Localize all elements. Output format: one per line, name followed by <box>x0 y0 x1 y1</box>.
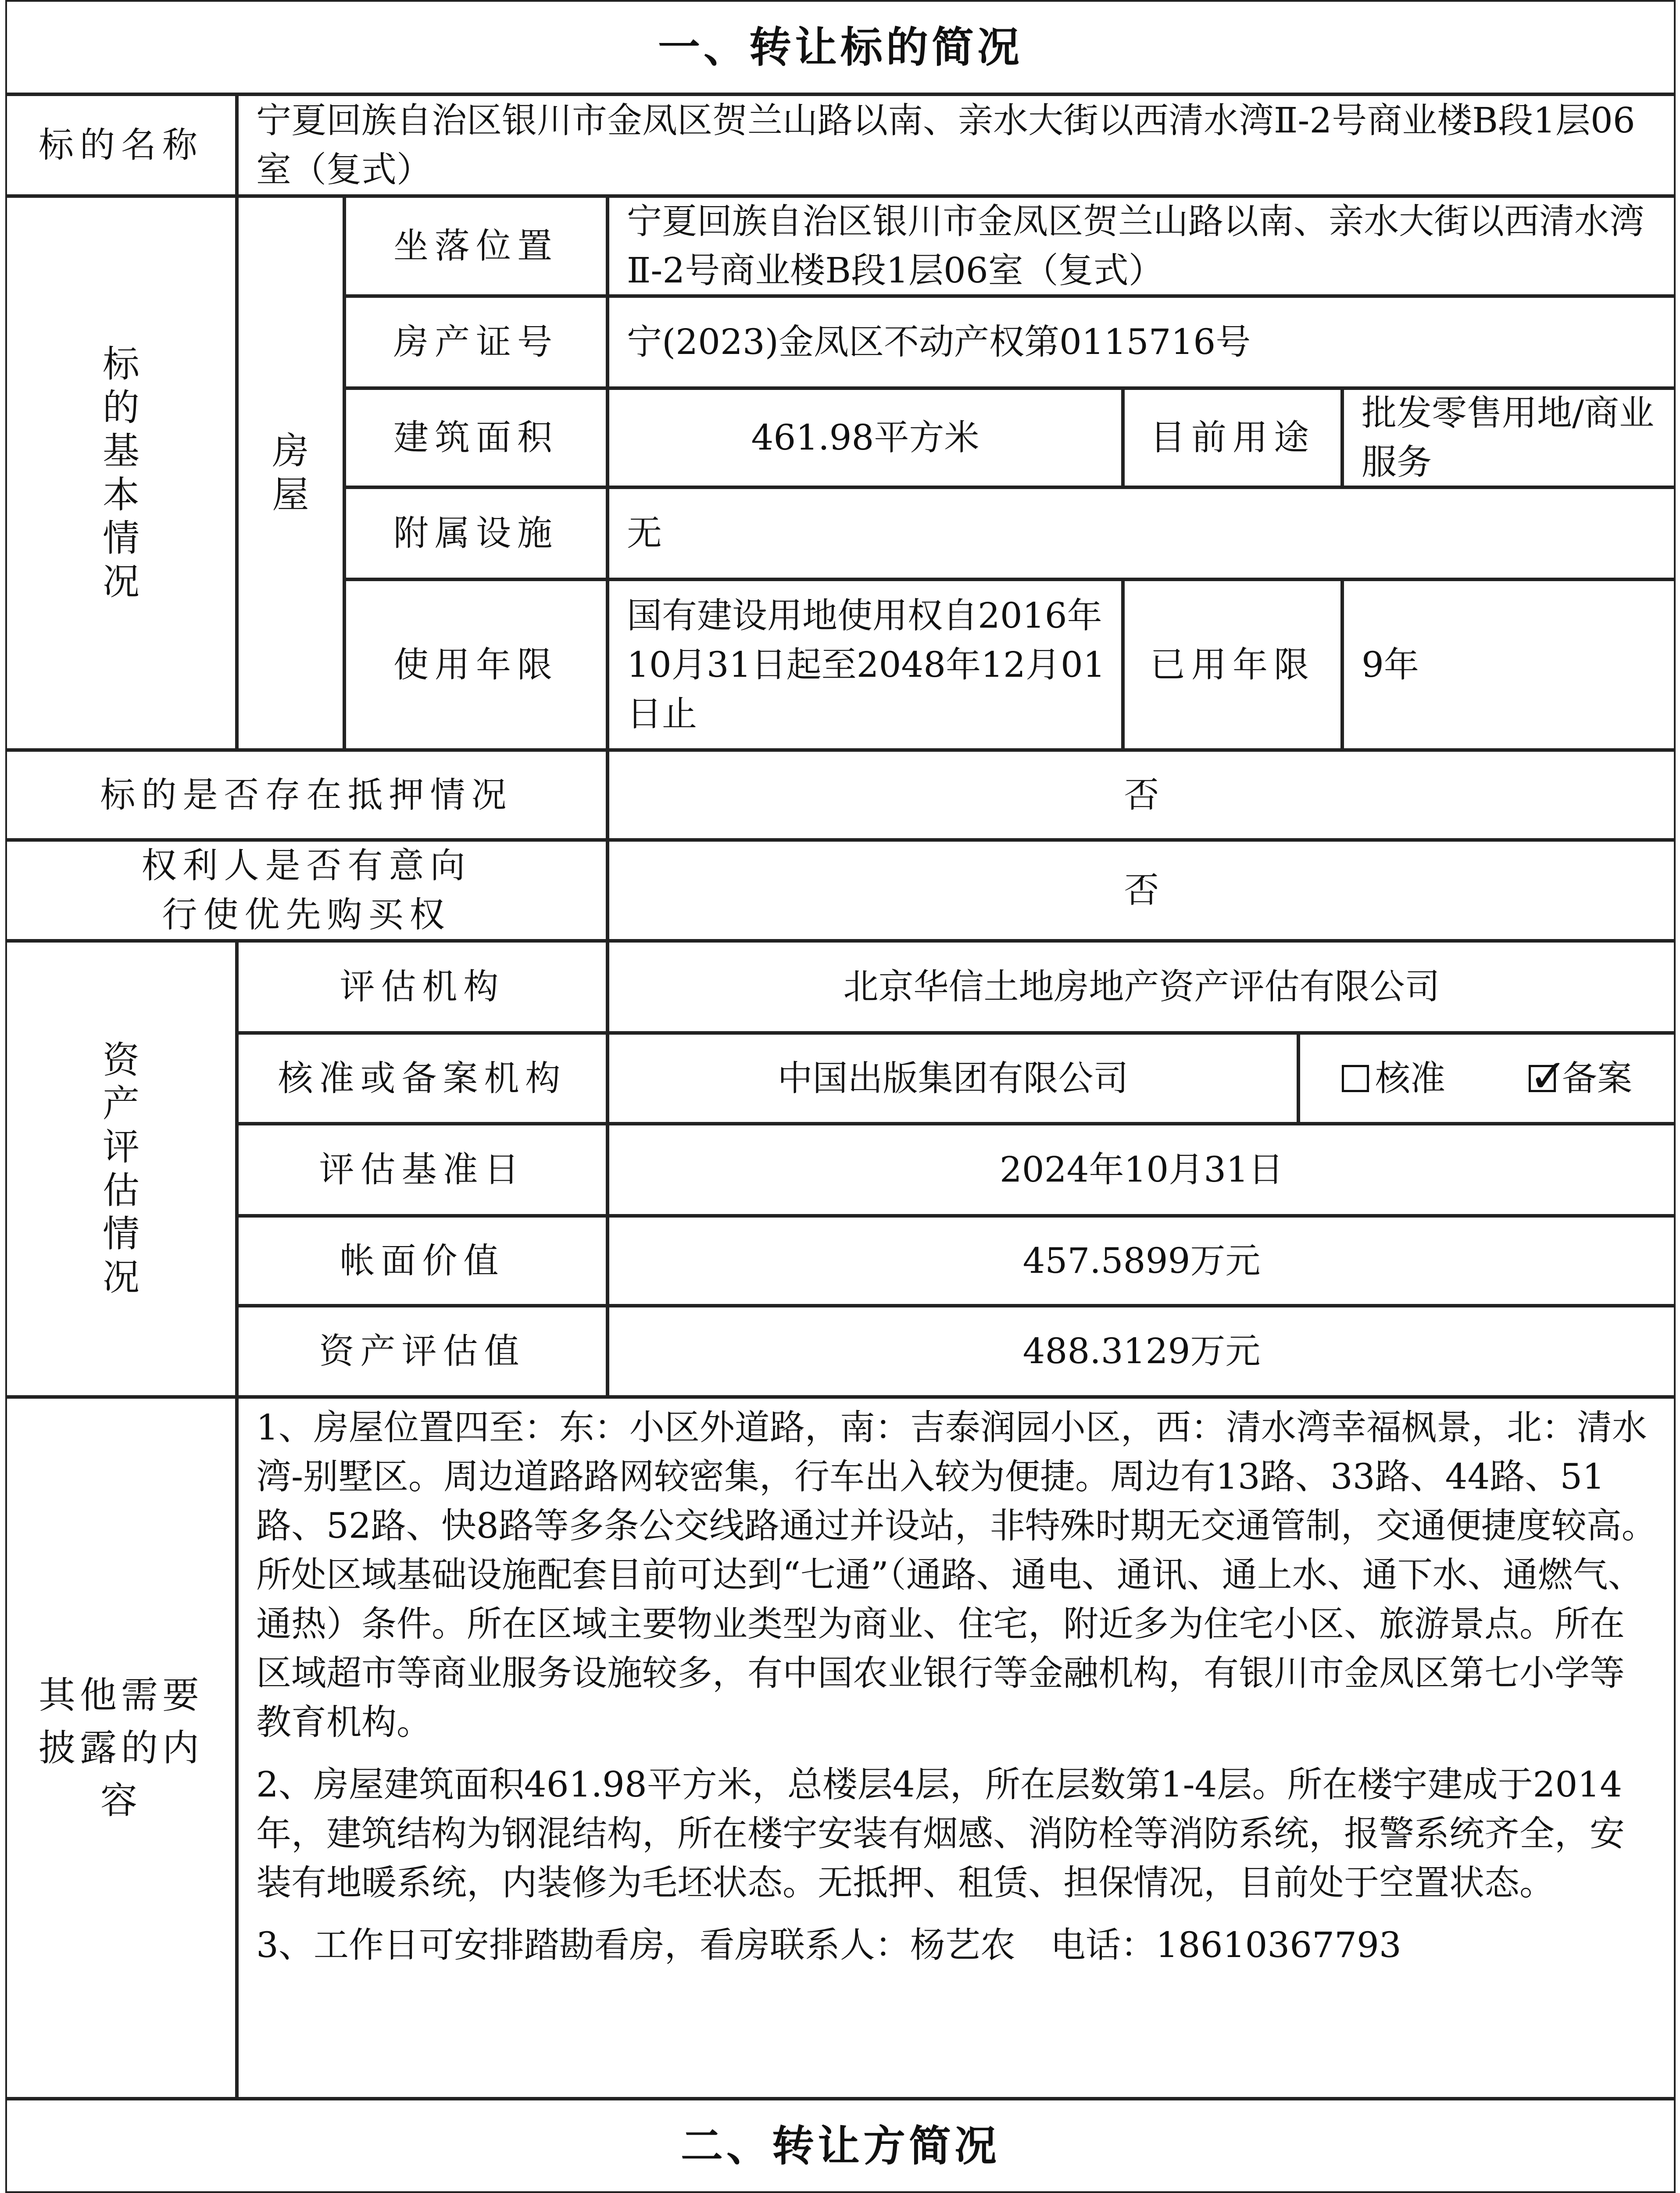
other-content <box>237 1397 1676 2099</box>
location-label: 坐落位置 <box>344 196 608 296</box>
location-text: 宁夏回族自治区银川市金凤区贺兰山路以南、亲水大街以西清水湾Ⅱ-2号商业楼B段1层06室（复式） <box>627 201 1644 291</box>
usage-label: 目前用途 <box>1123 388 1342 487</box>
cert-label: 房产证号 <box>344 296 608 388</box>
base-date-label: 评估基准日 <box>237 1124 608 1216</box>
record-checkbox[interactable] <box>1529 1049 1632 1103</box>
area-value: 461.98平方米 <box>608 388 1123 487</box>
priority-label-line1: 权利人是否有意向 <box>141 845 472 886</box>
eval-value-label: 资产评估值 <box>237 1306 608 1397</box>
mortgage-value: 否 <box>608 750 1676 840</box>
term-value <box>608 579 1123 750</box>
term-label: 使用年限 <box>344 579 608 750</box>
eval-value-value: 488.3129万元 <box>608 1306 1676 1397</box>
subject-name-value <box>237 94 1676 196</box>
check-icon: ✓ <box>1529 1049 1568 1103</box>
other-paragraph-3: 3、工作日可安排踏勘看房，看房联系人：杨艺农 电话：18610367793 <box>256 1925 1401 1965</box>
eval-org-label: 评估机构 <box>237 941 608 1033</box>
eval-label <box>5 941 237 1397</box>
other-paragraph-2: 2、房屋建筑面积461.98平方米，总楼层4层，所在层数第1-4层。所在楼宇建成于2014年，建筑结构为钢混结构，所在楼宇安装有烟感、消防栓等消防系统，报警系统齐全，安装有地暖系统，内装修为毛坯状态。无抵押、租赁、担保情况，目前处于空置状态。 <box>256 1764 1625 1903</box>
used-label: 已用年限 <box>1123 579 1342 750</box>
other-paragraph-1: 1、房屋位置四至：东：小区外道路，南：吉泰润园小区，西：清水湾幸福枫景，北：清水湾-别墅区。周边道路路网较密集，行车出入较为便捷。周边有13路、33路、44路、51路、52路、快8路等多条公交线路通过并设站，非特殊时期无交通管制，交通便捷度较高。所处区域基础设施配套目前可达到“七通”（通路、通电、通讯、通上水、通下水、通燃气、通热）条件。所在区域主要物业类型为商业、住宅，附近多为住宅小区、旅游景点。所在区域超市等商业服务设施较多，有中国农业银行等金融机构，有银川市金凤区第七小学等教育机构。 <box>256 1407 1657 1743</box>
approve-org-value: 中国出版集团有限公司 <box>608 1033 1298 1124</box>
facility-value: 无 <box>608 487 1676 579</box>
approve-option-label: 核准 <box>1375 1057 1445 1099</box>
record-option-label: 备案 <box>1562 1057 1632 1099</box>
approve-type-cell <box>1298 1033 1676 1124</box>
eval-label-text: 资产评估情况 <box>102 1038 139 1299</box>
approve-checkbox[interactable] <box>1342 1054 1445 1103</box>
basic-info-label-text: 标的基本情况 <box>102 343 139 603</box>
area-label: 建筑面积 <box>344 388 608 487</box>
priority-value: 否 <box>608 840 1676 941</box>
house-label-text: 房屋 <box>272 429 309 516</box>
book-value-label: 帐面价值 <box>237 1216 608 1306</box>
facility-label: 附属设施 <box>344 487 608 579</box>
usage-value <box>1342 388 1676 487</box>
subject-name-label: 标的名称 <box>5 94 237 196</box>
approve-checkbox-box <box>1342 1065 1369 1092</box>
usage-text: 批发零售用地/商业服务 <box>1362 393 1654 482</box>
subject-name-text: 宁夏回族自治区银川市金凤区贺兰山路以南、亲水大街以西清水湾Ⅱ-2号商业楼B段1层06室（复式） <box>256 100 1635 190</box>
basic-info-label <box>5 196 237 750</box>
record-checkbox-box <box>1529 1049 1568 1103</box>
location-value <box>608 196 1676 296</box>
mortgage-label: 标的是否存在抵押情况 <box>5 750 608 840</box>
cert-value: 宁(2023)金凤区不动产权第0115716号 <box>608 296 1676 388</box>
section2-title: 二、转让方简况 <box>5 2099 1676 2193</box>
other-label-text: 其他需要披露的内容 <box>38 1674 204 1822</box>
other-label <box>5 1397 237 2099</box>
book-value-value: 457.5899万元 <box>608 1216 1676 1306</box>
term-text: 国有建设用地使用权自2016年10月31日起至2048年12月01日止 <box>627 595 1105 734</box>
priority-label <box>5 840 608 941</box>
eval-org-value: 北京华信土地房地产资产评估有限公司 <box>608 941 1676 1033</box>
base-date-value: 2024年10月31日 <box>608 1124 1676 1216</box>
approve-org-label: 核准或备案机构 <box>237 1033 608 1124</box>
priority-label-line2: 行使优先购买权 <box>162 894 451 935</box>
used-value: 9年 <box>1342 579 1676 750</box>
section1-title: 一、转让标的简况 <box>5 0 1676 94</box>
house-label <box>237 196 344 750</box>
